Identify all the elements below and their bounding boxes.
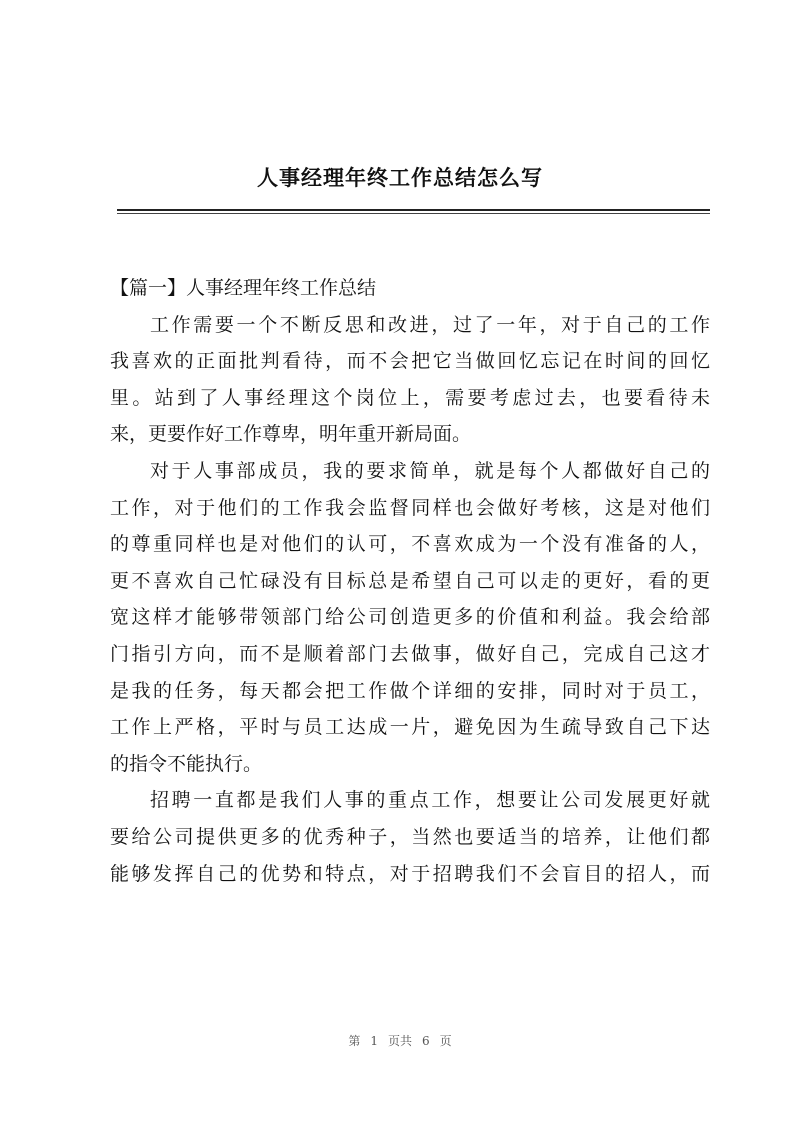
title-rule-thin bbox=[117, 213, 710, 214]
paragraph-3-line-1: 招聘一直都是我们人事的重点工作，想要让公司发展更好就 bbox=[150, 789, 710, 812]
paragraph-2-line-9: 的指令不能执行。 bbox=[110, 752, 263, 775]
paragraph-2-line-5: 宽这样才能够带领部门给公司创造更多的价值和利益。我会给部 bbox=[110, 606, 710, 629]
paragraph-1-line-3: 里。站到了人事经理这个岗位上，需要考虑过去，也要看待未 bbox=[110, 386, 710, 409]
footer-middle: 页共 bbox=[387, 1034, 412, 1048]
page-title: 人事经理年终工作总结怎么写 bbox=[257, 165, 543, 190]
footer-page-number: 1 bbox=[370, 1034, 378, 1048]
paragraph-2-line-6: 门指引方向，而不是顺着部门去做事，做好自己，完成自己这才 bbox=[110, 642, 710, 665]
footer-prefix: 第 bbox=[348, 1034, 361, 1048]
title-rule-thick bbox=[117, 209, 710, 211]
paragraph-2-line-4: 更不喜欢自己忙碌没有目标总是希望自己可以走的更好，看的更 bbox=[110, 569, 710, 592]
section-heading: 【篇一】人事经理年终工作总结 bbox=[110, 277, 377, 299]
paragraph-2-line-3: 的尊重同样也是对他们的认可，不喜欢成为一个没有准备的人， bbox=[110, 533, 710, 556]
paragraph-1-line-4: 来，更要作好工作尊卑，明年重开新局面。 bbox=[110, 423, 472, 446]
paragraph-1-line-1: 工作需要一个不断反思和改进，过了一年，对于自己的工作 bbox=[150, 313, 710, 336]
document-body bbox=[110, 270, 710, 892]
paragraph-3-line-2: 要给公司提供更多的优秀种子，当然也要适当的培养，让他们都 bbox=[110, 825, 710, 848]
paragraph-3-line-3: 能够发挥自己的优势和特点，对于招聘我们不会盲目的招人，而 bbox=[110, 862, 710, 885]
paragraph-2-line-8: 工作上严格，平时与员工达成一片，避免因为生疏导致自己下达 bbox=[110, 716, 710, 739]
paragraph-2-line-1: 对于人事部成员，我的要求简单，就是每个人都做好自己的 bbox=[150, 459, 710, 482]
paragraph-1-line-2: 我喜欢的正面批判看待，而不会把它当做回忆忘记在时间的回忆 bbox=[110, 350, 710, 373]
paragraph-2-line-2: 工作，对于他们的工作我会监督同样也会做好考核，这是对他们 bbox=[110, 496, 710, 519]
page-footer bbox=[0, 1032, 800, 1049]
paragraph-2-line-7: 是我的任务，每天都会把工作做个详细的安排，同时对于员工， bbox=[110, 679, 710, 702]
footer-total-pages: 6 bbox=[422, 1034, 430, 1048]
footer-suffix: 页 bbox=[439, 1034, 452, 1048]
